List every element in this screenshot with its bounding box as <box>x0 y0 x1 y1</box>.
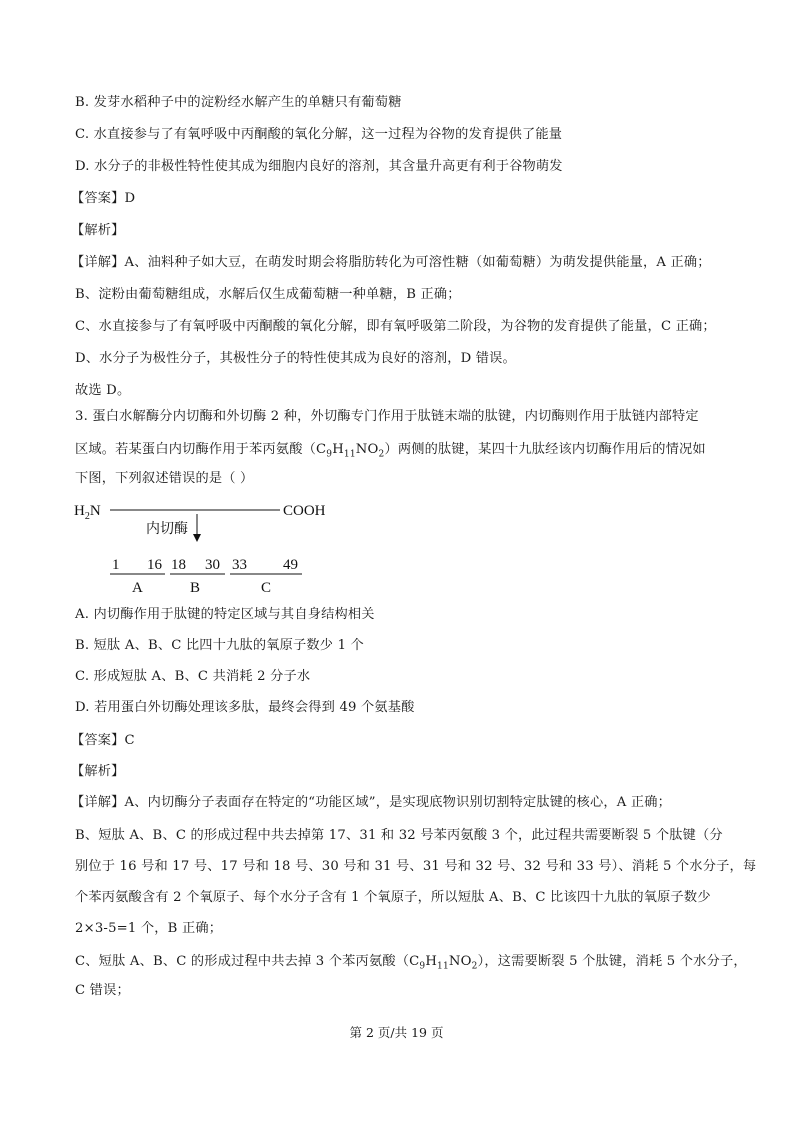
n-terminus-label: $H_2N$ <box>74 503 101 522</box>
option-a: A. 内切酶作用于肽键的特定区域与其自身结构相关 <box>75 607 375 622</box>
segment-c-end: 49 <box>283 557 298 573</box>
segment-a-start: 1 <box>112 557 120 573</box>
option-b: B. 发芽水稻种子中的淀粉经水解产生的单糖只有葡萄糖 <box>75 95 402 110</box>
question-3-line-1: 3. 蛋白水解酶分内切酶和外切酶 2 种，外切酶专门作用于肽链末端的肽键，内切酶则作用于肽链内部特定 <box>75 409 699 424</box>
question-3-line-2: 区域。若某蛋白内切酶作用于苯丙氨酸$(C_9H_{11}NO_2)$两侧的肽键，某四十九肽经该内切酶作用后的情况如 <box>75 442 706 460</box>
option-d: D. 水分子的非极性特性使其成为细胞内良好的溶剂，其含量升高更有利于谷物萌发 <box>75 159 563 174</box>
answer-label: 【答案】D <box>71 191 136 206</box>
peptide-cleavage-diagram <box>70 496 370 606</box>
analysis-label: 【解析】 <box>71 764 125 779</box>
explanation-a: 【详解】A、油料种子如大豆，在萌发时期会将脂肪转化为可溶性糖（如葡萄糖）为萌发提供能量，A 正确； <box>71 255 711 270</box>
segment-b-end: 30 <box>205 557 220 573</box>
answer-label: 【答案】C <box>71 733 135 748</box>
c-terminus-label: COOH <box>283 503 326 519</box>
option-d: D. 若用蛋白外切酶处理该多肽，最终会得到 49 个氨基酸 <box>75 700 415 715</box>
explanation-b-line-2: 别位于 16 号和 17 号、17 号和 18 号、30 号和 31 号、31 号和 32 号、32 号和 33 号）、消耗 5 个水分子，每 <box>75 859 757 874</box>
explanation-c: C、水直接参与了有氧呼吸中丙酮酸的氧化分解，即有氧呼吸第二阶段，为谷物的发育提供了能量，C 正确； <box>75 319 716 334</box>
segment-a-end: 16 <box>147 557 162 573</box>
question-3-line-3: 下图，下列叙述错误的是（ ） <box>75 471 254 486</box>
explanation-b: B、淀粉由葡萄糖组成，水解后仅生成葡萄糖一种单糖，B 正确； <box>75 287 461 302</box>
segment-a-label: A <box>132 580 143 596</box>
enzyme-arrow-head <box>193 534 201 542</box>
segment-c-label: C <box>261 580 272 596</box>
segment-b-start: 18 <box>171 557 186 573</box>
option-c: C. 形成短肽 A、B、C 共消耗 2 分子水 <box>75 669 311 684</box>
explanation-a: 【详解】A、内切酶分子表面存在特定的“功能区域”，是实现底物识别切割特定肽键的核心，A 正确； <box>71 795 671 810</box>
explanation-b-line-1: B、短肽 A、B、C 的形成过程中共去掉第 17、31 和 32 号苯丙氨酸 3 个，此过程共需要断裂 5 个肽键（分 <box>75 828 723 843</box>
explanation-d: D、水分子为极性分子，其极性分子的特性使其成为良好的溶剂，D 错误。 <box>75 351 516 366</box>
explanation-b-line-3: 个苯丙氨酸含有 2 个氧原子、每个水分子含有 1 个氧原子，所以短肽 A、B、C 比该四十九肽的氧原子数少 <box>75 890 711 905</box>
explanation-c-line-1: C、短肽 A、B、C 的形成过程中共去掉 3 个苯丙氨酸$(C_9H_{11}NO_2)$，这需要断裂 5 个肽键，消耗 5 个水分子， <box>75 954 747 972</box>
explanation-c-line-2: C 错误； <box>75 983 130 998</box>
segment-c-start: 33 <box>232 557 247 573</box>
option-c: C. 水直接参与了有氧呼吸中丙酮酸的氧化分解，这一过程为谷物的发育提供了能量 <box>75 127 563 142</box>
page-footer: 第 2 页/共 19 页 <box>349 1025 444 1040</box>
conclusion: 故选 D。 <box>75 383 131 398</box>
segment-b-label: B <box>190 580 201 596</box>
analysis-label: 【解析】 <box>71 223 125 238</box>
option-b: B. 短肽 A、B、C 比四十九肽的氧原子数少 1 个 <box>75 638 364 653</box>
explanation-b-line-4: 2×3-5=1 个，B 正确； <box>75 921 223 936</box>
enzyme-label: 内切酶 <box>146 522 188 537</box>
